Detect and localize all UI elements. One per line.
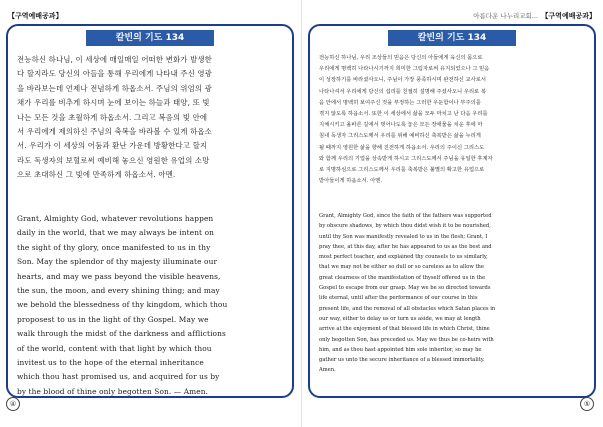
english-prayer-text: Grant, Almighty God, since the faith of the fathers was supported by obscure shadows, by which thou didst wish it to be nourished, until thy Son was manifestly revealed to us in the flesh; Grant, I pray thee, at this day, after he has appeared to us as the best and most perfect teacher, and explained thy counsels to us similarly, that we may not be either so dull or so careless as to allow the great clearness of the manifestation of thyself offered us in the Gospel to escape from our grasp. May we be so directed towards life eternal, until after the performance of our course in this present life, and the removal of all obstacles which Satan places in our way, either to delay us or turn us aside, we may at length arrive at the enjoyment of that blessed life in which Christ, thine only begotten Son, has preceded us. May we thus be co-heirs with him, and as thou hast appointed him sole inheritor, so may he gather us unto the secure inheritance of a blessed immortality. Amen. [319, 213, 496, 374]
english-prayer-text: Grant, Almighty God, whatever revolutions happen daily in the world, that we may always be intent on the sight of thy glory, once manifested to us in thy Son. May the splendor of thy majesty illuminate our hearts, and may we pass beyond the visible heavens, the sun, the moon, and every shining thing; and may we behold the blessedness of thy kingdom, which thou proposest to us in the light of thy Gospel. May we walk through the midst of the darkness and afflictions of the world, content with that light by which thou invitest us to the hope of the eternal inheritance which thou hast promised us, and acquired for us by by the blood of thine only begotten Son. — Amen. [17, 214, 228, 396]
right-page [306, 0, 600, 427]
prayer-frame [6, 24, 294, 398]
prayer-frame [308, 24, 596, 398]
right-page-header [306, 10, 600, 22]
header-tag: 【구역예배공과】 [541, 12, 596, 20]
header-tag: 【구역예배공과】 [8, 12, 63, 20]
left-page [4, 0, 298, 427]
page-number: ⑤ [580, 397, 594, 411]
page-divider [301, 0, 302, 427]
page-number: ④ [6, 397, 20, 411]
prayer-title: 칼빈의 기도 134 [388, 30, 516, 46]
header-site-name: 아름다운 나누리교회... [473, 12, 538, 20]
prayer-title: 칼빈의 기도 134 [86, 30, 214, 46]
korean-prayer-text: 전능하신 하나님, 이 세상에 매일매일 어떠한 변화가 발생한 다 할지라도 당신의 아들을 통해 우리에게 나타내 주신 영광 을 바라보는데 언제나 전념하게 하옵소서. 주님의 위엄의 광 채가 우리를 비추게 하시며 눈에 보이는 하늘과 태양, 또 빛 나는 모든 것을 초월하게 하옵소서. 그리고 복음의 빛 안에 서 우리에게 제의하신 주님의 축복을 바라볼 수 있게 하옵소 서. 우리가 이 세상의 어둠과 환난 가운데 방황한다고 할지 라도 독생자의 보혈로써 예비해 놓으신 영원한 유업의 소망 으로 초대하신 그 빛에 만족하게 하옵소서. 아멘. [17, 55, 212, 180]
left-page-header [4, 10, 298, 22]
korean-prayer-text: 전능하신 하나님, 우리 조상들의 믿음은 당신의 아들에게 육신의 몸으로 우리에게 명백히 나타나시기까지 희미한 그림자로써 유지되었으나 그 믿음 이 성장하기를 바라셨사오니, 주님이 가장 풍족하시며 완전하신 교사로서 나타나셔서 우리에게 당신의 섭리를 친절히 설명해 주셨사오니 우리로 복 음 안에서 명백히 보여주신 것을 부정하는 그러한 우둔함이나 부주의를 겪지 않도록 하옵소서. 또한 이 세상에서 삶을 모두 마치고 난 다음 우리를 지체시키고 올바른 길에서 벗어나도록 놓은 모든 장애물을 치운 후에 마 침내 독생자 그리스도께서 우리를 위해 예비하신 축복받은 삶을 누리게 될 때까지 영원한 삶을 향해 진전하게 하옵소서. 우리의 주이신 그리스도 와 함께 우리의 기업을 상속받게 하시고 그리스도께서 주님을 유일한 후계자 로 지명하심으로 그리스도께서 우리를 축복받은 불멸의 확고한 유업으로 받아들이게 하옵소서. 아멘. [319, 55, 493, 185]
